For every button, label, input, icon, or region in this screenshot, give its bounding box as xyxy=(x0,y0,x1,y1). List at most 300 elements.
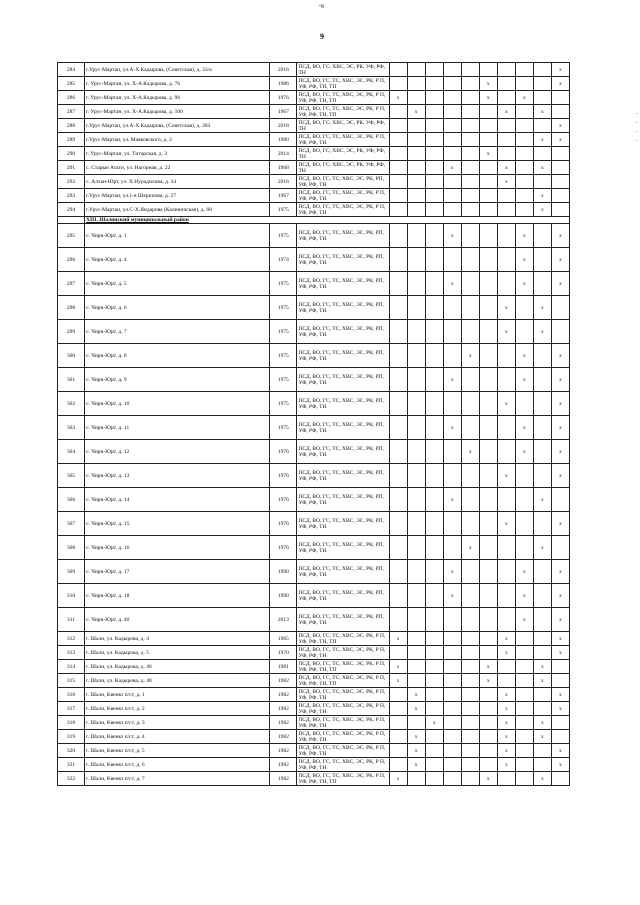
row-mark xyxy=(443,392,461,416)
row-mark xyxy=(461,248,479,272)
row-works: ПСД, ВО, ГС, ТС, ХВС, ЭС, РК, Р П, УФ, РФ, ТН xyxy=(297,189,389,203)
row-mark: x xyxy=(479,674,497,688)
row-mark xyxy=(461,161,479,175)
row-mark xyxy=(479,105,497,119)
row-address: г. Шали, Квенкз п/ст, д. 3 xyxy=(85,716,270,730)
row-mark: x xyxy=(497,702,515,716)
rows-group-a xyxy=(58,63,570,217)
row-mark xyxy=(425,296,443,320)
row-mark xyxy=(461,175,479,189)
row-mark xyxy=(515,488,533,512)
row-mark xyxy=(515,512,533,536)
row-year: 1976 xyxy=(270,488,297,512)
row-mark xyxy=(425,248,443,272)
row-mark xyxy=(461,730,479,744)
row-mark xyxy=(443,716,461,730)
row-mark xyxy=(407,416,425,440)
row-works: ПСД, ВО, ГС, ТС, ХВС, ЭС, РК, РП, УФ, РФ, ТН xyxy=(297,560,389,584)
row-address: г. Шали, ул. Кадырова, д. 46 xyxy=(85,660,270,674)
row-mark: x xyxy=(533,772,551,786)
row-mark: x xyxy=(533,730,551,744)
row-mark xyxy=(461,608,479,632)
row-mark: x xyxy=(407,730,425,744)
row-mark xyxy=(551,147,569,161)
row-mark xyxy=(461,320,479,344)
table-row xyxy=(58,416,570,440)
row-mark xyxy=(443,175,461,189)
row-mark xyxy=(425,488,443,512)
row-mark: x xyxy=(497,646,515,660)
row-mark xyxy=(515,646,533,660)
row-year: 1967 xyxy=(270,105,297,119)
table-row xyxy=(58,119,570,133)
row-mark xyxy=(533,147,551,161)
row-mark xyxy=(461,674,479,688)
row-number: 316 xyxy=(58,688,85,702)
row-mark xyxy=(479,702,497,716)
row-mark: x xyxy=(515,248,533,272)
row-mark xyxy=(389,105,407,119)
row-mark xyxy=(461,716,479,730)
page-corner-mark: ·ч xyxy=(318,2,324,10)
row-mark xyxy=(479,688,497,702)
row-mark xyxy=(515,758,533,772)
row-mark xyxy=(425,189,443,203)
row-mark xyxy=(479,512,497,536)
row-mark xyxy=(515,119,533,133)
row-mark xyxy=(479,716,497,730)
row-mark: x xyxy=(407,744,425,758)
table-row xyxy=(58,772,570,786)
row-mark xyxy=(479,320,497,344)
row-mark xyxy=(443,512,461,536)
row-mark xyxy=(551,91,569,105)
row-mark xyxy=(425,119,443,133)
row-number: 284 xyxy=(58,63,85,77)
row-number: 296 xyxy=(58,248,85,272)
table-row xyxy=(58,536,570,560)
row-mark: x xyxy=(551,119,569,133)
row-number: 288 xyxy=(58,119,85,133)
row-mark: x xyxy=(497,716,515,730)
row-mark xyxy=(425,702,443,716)
table-row xyxy=(58,730,570,744)
table-row xyxy=(58,175,570,189)
row-mark xyxy=(533,560,551,584)
row-mark xyxy=(443,77,461,91)
row-mark: x xyxy=(551,77,569,91)
row-works: ПСД, ВО, ГС, ТС, ХВС, ЭС, РК, Р П, УФ, РФ, ТН, ТП xyxy=(297,77,389,91)
row-mark xyxy=(425,688,443,702)
row-mark xyxy=(425,272,443,296)
row-mark xyxy=(533,175,551,189)
row-mark xyxy=(443,91,461,105)
row-mark xyxy=(407,320,425,344)
row-mark xyxy=(461,660,479,674)
row-address: с. Чири-Юрт, д. 9 xyxy=(85,368,270,392)
row-mark xyxy=(497,536,515,560)
row-mark: x xyxy=(407,702,425,716)
row-number: 308 xyxy=(58,536,85,560)
row-mark xyxy=(551,536,569,560)
row-mark xyxy=(425,758,443,772)
row-year: 2013 xyxy=(270,608,297,632)
row-mark: x xyxy=(551,272,569,296)
row-mark xyxy=(389,119,407,133)
row-number: 314 xyxy=(58,660,85,674)
row-mark xyxy=(551,161,569,175)
row-mark: x xyxy=(551,646,569,660)
row-mark xyxy=(551,674,569,688)
row-mark xyxy=(443,344,461,368)
row-number: 299 xyxy=(58,320,85,344)
row-mark xyxy=(461,632,479,646)
row-mark: x xyxy=(551,464,569,488)
row-mark xyxy=(533,63,551,77)
row-mark: x xyxy=(533,536,551,560)
row-mark: x xyxy=(551,133,569,147)
row-mark: x xyxy=(551,63,569,77)
row-mark: x xyxy=(461,344,479,368)
row-mark: x xyxy=(479,147,497,161)
row-number: 287 xyxy=(58,105,85,119)
row-mark xyxy=(407,584,425,608)
row-mark xyxy=(425,392,443,416)
row-mark xyxy=(461,772,479,786)
row-mark xyxy=(407,512,425,536)
row-works: ПСД, ВО, ГС, ТС, ХВС, ЭС, РК, РП, УФ, РФ, ТН xyxy=(297,296,389,320)
row-mark xyxy=(479,488,497,512)
row-mark xyxy=(425,203,443,217)
row-mark xyxy=(551,730,569,744)
row-mark xyxy=(461,646,479,660)
row-works: ПСД, ВО, ГС, ТС, ХВС, ЭС, РК, РП, УФ, РФ, ТН xyxy=(297,416,389,440)
row-works: ПСД, ВО, ГС, ТС, ХВС, ЭС, РК, Р П, УФ, РФ, ТН, ТП xyxy=(297,91,389,105)
row-mark xyxy=(443,147,461,161)
table-row xyxy=(58,488,570,512)
row-address: с. Чири-Юрт, д. 16 xyxy=(85,536,270,560)
table-row xyxy=(58,189,570,203)
row-mark xyxy=(407,660,425,674)
table-row xyxy=(58,203,570,217)
table-row xyxy=(58,660,570,674)
row-mark xyxy=(407,772,425,786)
row-works: ПСД, ВО, ГС, ТС, ХВС, ЭС, РК, Р П, УФ, РФ, ТН xyxy=(297,730,389,744)
row-year: 2014 xyxy=(270,147,297,161)
row-mark xyxy=(425,674,443,688)
row-mark xyxy=(497,91,515,105)
row-mark xyxy=(443,296,461,320)
row-works: ПСД, ВО, ГС, ТС, ХВС, ЭС, РК, РП, УФ, РФ, ТН xyxy=(297,440,389,464)
row-mark: x xyxy=(497,175,515,189)
row-works: ПСД, ВО, ГС, ХВС, ЭС, РК, УФ, РФ, ТН xyxy=(297,161,389,175)
section-header xyxy=(58,217,570,224)
row-mark xyxy=(497,772,515,786)
row-mark xyxy=(479,368,497,392)
row-mark: x xyxy=(479,772,497,786)
row-address: г. Шали, Квенкз п/ст, д. 1 xyxy=(85,688,270,702)
row-mark xyxy=(389,608,407,632)
row-mark xyxy=(551,716,569,730)
row-mark xyxy=(407,147,425,161)
row-works: ПСД, ВО, ГС, ХВС, ЭС, РК, УФ, РФ, ТН xyxy=(297,63,389,77)
row-mark: x xyxy=(551,688,569,702)
row-address: г. Шали, Квенкз п/ст, д. 4 xyxy=(85,730,270,744)
row-mark xyxy=(425,660,443,674)
row-mark xyxy=(533,702,551,716)
row-mark xyxy=(425,368,443,392)
row-number: 309 xyxy=(58,560,85,584)
table-row xyxy=(58,63,570,77)
row-year: 1975 xyxy=(270,203,297,217)
row-mark xyxy=(479,608,497,632)
row-mark xyxy=(461,744,479,758)
row-mark xyxy=(461,416,479,440)
row-number: 320 xyxy=(58,744,85,758)
row-mark xyxy=(497,147,515,161)
row-mark: x xyxy=(443,488,461,512)
row-mark xyxy=(461,133,479,147)
row-number: 293 xyxy=(58,189,85,203)
row-mark xyxy=(425,175,443,189)
row-mark: x xyxy=(551,440,569,464)
table-row xyxy=(58,674,570,688)
row-mark xyxy=(461,560,479,584)
row-mark xyxy=(389,584,407,608)
row-mark xyxy=(425,512,443,536)
row-mark xyxy=(551,189,569,203)
row-mark xyxy=(425,464,443,488)
row-mark xyxy=(479,536,497,560)
row-mark xyxy=(515,716,533,730)
row-mark xyxy=(407,77,425,91)
row-year: 1981 xyxy=(270,660,297,674)
row-mark: x xyxy=(533,660,551,674)
row-number: 310 xyxy=(58,584,85,608)
row-number: 285 xyxy=(58,77,85,91)
row-mark xyxy=(551,772,569,786)
row-works: ПСД, ВО, ГС, ТС, ХВС, ЭС, РК, РП, УФ, РФ, ТН xyxy=(297,512,389,536)
row-mark xyxy=(479,63,497,77)
row-mark: x xyxy=(461,536,479,560)
row-mark xyxy=(425,224,443,248)
row-year: 1976 xyxy=(270,91,297,105)
row-mark xyxy=(407,392,425,416)
row-address: с. Чири-Юрт, д. 6 xyxy=(85,296,270,320)
row-address: г. Шали, Квенкз п/ст, д. 5 xyxy=(85,744,270,758)
row-mark xyxy=(497,440,515,464)
row-mark xyxy=(479,175,497,189)
row-address: г.Урус-Мартан, ул.А-Х.Кадырова, (Советская), д. 33/а xyxy=(85,63,270,77)
row-mark xyxy=(497,368,515,392)
row-mark xyxy=(497,416,515,440)
row-mark: x xyxy=(389,91,407,105)
row-number: 317 xyxy=(58,702,85,716)
row-number: 300 xyxy=(58,344,85,368)
table-row xyxy=(58,147,570,161)
row-mark xyxy=(533,608,551,632)
row-mark: x xyxy=(497,464,515,488)
row-number: 313 xyxy=(58,646,85,660)
row-address: г. Шали, Квенкз п/ст, д. 6 xyxy=(85,758,270,772)
row-mark xyxy=(443,702,461,716)
table-row xyxy=(58,512,570,536)
row-mark: x xyxy=(497,730,515,744)
row-mark xyxy=(425,440,443,464)
row-works: ПСД, ВО, ГС, ТС, ХВС, ЭС, РК, РП, УФ, РФ, ТН xyxy=(297,584,389,608)
row-mark xyxy=(515,161,533,175)
row-year: 1976 xyxy=(270,464,297,488)
row-address: с. Чири-Юрт, д. 17 xyxy=(85,560,270,584)
row-number: 301 xyxy=(58,368,85,392)
margin-mark: · xyxy=(635,137,638,145)
table-row xyxy=(58,77,570,91)
row-mark xyxy=(389,77,407,91)
row-mark xyxy=(425,77,443,91)
row-works: ПСД, ВО, ГС, ТС, ХВС, ЭС, РК, РП, УФ, РФ, ТН xyxy=(297,536,389,560)
row-mark xyxy=(515,147,533,161)
row-address: с. Чири-Юрт, д. 4 xyxy=(85,248,270,272)
row-mark: x xyxy=(533,674,551,688)
row-mark xyxy=(443,758,461,772)
row-address: с. Чири-Юрт, д. 14 xyxy=(85,488,270,512)
row-address: с. Чири-Юрт, д. 1 xyxy=(85,224,270,248)
row-number: 311 xyxy=(58,608,85,632)
row-mark xyxy=(479,392,497,416)
row-year: 1982 xyxy=(270,730,297,744)
row-mark: x xyxy=(389,772,407,786)
row-mark xyxy=(479,440,497,464)
row-number: 289 xyxy=(58,133,85,147)
row-mark xyxy=(497,584,515,608)
row-mark: x xyxy=(389,632,407,646)
row-mark xyxy=(443,632,461,646)
row-mark: x xyxy=(497,105,515,119)
row-year: 1990 xyxy=(270,560,297,584)
row-mark: x xyxy=(479,91,497,105)
row-mark xyxy=(515,203,533,217)
row-mark xyxy=(533,584,551,608)
row-mark: x xyxy=(551,344,569,368)
row-mark xyxy=(425,772,443,786)
row-mark xyxy=(443,133,461,147)
row-mark: x xyxy=(551,560,569,584)
row-mark xyxy=(425,344,443,368)
row-mark xyxy=(461,272,479,296)
row-mark xyxy=(443,730,461,744)
row-year: 2016 xyxy=(270,175,297,189)
row-mark: x xyxy=(497,320,515,344)
row-mark xyxy=(443,744,461,758)
row-mark: x xyxy=(533,488,551,512)
row-year: 1976 xyxy=(270,512,297,536)
row-address: с. Чири-Юрт, д. 7 xyxy=(85,320,270,344)
row-mark xyxy=(497,119,515,133)
row-mark xyxy=(407,175,425,189)
row-mark xyxy=(497,488,515,512)
row-mark: x xyxy=(389,660,407,674)
housing-register-table xyxy=(57,62,570,786)
row-mark xyxy=(407,203,425,217)
margin-mark: · xyxy=(635,128,638,136)
row-mark: x xyxy=(551,702,569,716)
row-mark xyxy=(479,161,497,175)
row-works: ПСД, ВО, ГС, ТС, ХВС, ЭС, РК, Р П, УФ, РФ, ТН xyxy=(297,203,389,217)
row-mark xyxy=(407,674,425,688)
row-mark xyxy=(425,744,443,758)
row-year: 1965 xyxy=(270,632,297,646)
row-number: 297 xyxy=(58,272,85,296)
row-mark xyxy=(479,758,497,772)
row-works: ПСД, ВО, ГС, ТС, ХВС, ЭС, РК, РП, УФ, РФ, ТН xyxy=(297,464,389,488)
row-mark xyxy=(479,203,497,217)
row-mark xyxy=(461,702,479,716)
row-mark xyxy=(407,368,425,392)
row-mark: x xyxy=(497,161,515,175)
row-mark xyxy=(533,744,551,758)
row-mark: x xyxy=(533,105,551,119)
margin-mark: · xyxy=(635,110,638,118)
row-mark xyxy=(479,248,497,272)
row-address: с. Старые Атаги, ул. Нагорная, д. 22 xyxy=(85,161,270,175)
row-year: 1974 xyxy=(270,248,297,272)
row-number: 307 xyxy=(58,512,85,536)
row-mark xyxy=(407,248,425,272)
row-number: 306 xyxy=(58,488,85,512)
row-mark xyxy=(389,416,407,440)
row-mark: x xyxy=(533,716,551,730)
page-number: 9 xyxy=(320,32,324,41)
row-mark xyxy=(533,392,551,416)
row-mark xyxy=(515,320,533,344)
row-mark xyxy=(533,512,551,536)
row-mark xyxy=(389,536,407,560)
row-mark xyxy=(479,464,497,488)
row-mark: x xyxy=(497,512,515,536)
row-number: 304 xyxy=(58,440,85,464)
row-mark xyxy=(443,189,461,203)
table-row xyxy=(58,248,570,272)
row-mark: x xyxy=(551,608,569,632)
row-mark xyxy=(533,224,551,248)
row-number: 294 xyxy=(58,203,85,217)
row-mark xyxy=(461,368,479,392)
row-mark xyxy=(389,392,407,416)
row-address: г.Урус-Мартан, ул.С-Х.Яндарова (Калиничская), д. 68 xyxy=(85,203,270,217)
row-mark xyxy=(389,63,407,77)
row-mark xyxy=(425,133,443,147)
row-mark xyxy=(533,440,551,464)
table-row xyxy=(58,608,570,632)
row-year: 1982 xyxy=(270,772,297,786)
row-mark: x xyxy=(443,368,461,392)
section-title: XIII. Шалинский муниципальный район xyxy=(85,217,570,224)
row-mark xyxy=(515,77,533,91)
row-mark xyxy=(479,646,497,660)
row-year: 1975 xyxy=(270,368,297,392)
row-year: 1990 xyxy=(270,584,297,608)
row-mark xyxy=(515,744,533,758)
row-mark: x xyxy=(551,416,569,440)
row-address: с. Чири-Юрт, д. 10 xyxy=(85,392,270,416)
row-mark: x xyxy=(407,688,425,702)
row-mark xyxy=(389,688,407,702)
row-mark xyxy=(389,758,407,772)
row-mark: x xyxy=(551,744,569,758)
row-mark: x xyxy=(443,584,461,608)
row-mark xyxy=(497,203,515,217)
row-mark: x xyxy=(551,224,569,248)
